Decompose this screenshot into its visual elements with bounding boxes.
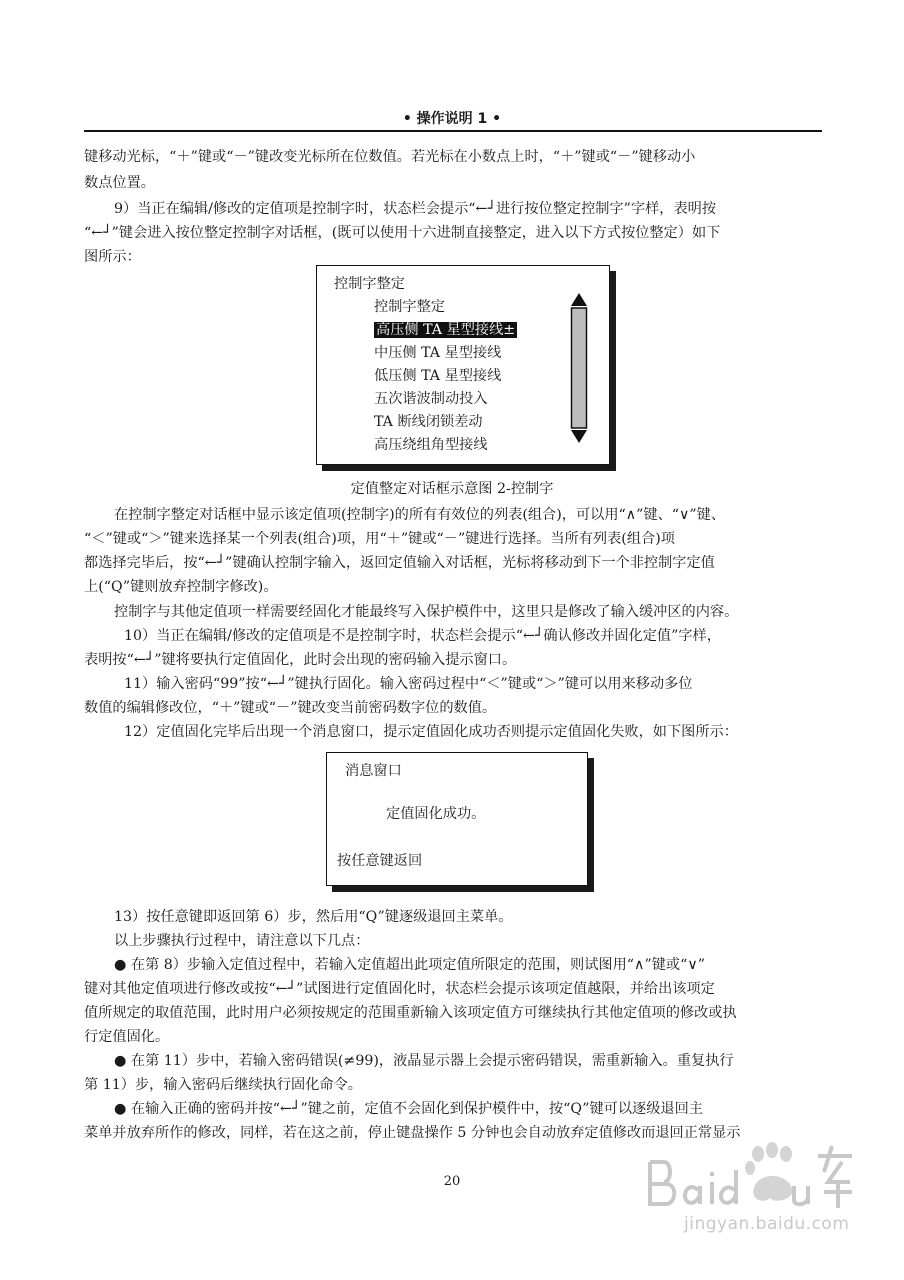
page-header: • 操作说明 1 •: [402, 111, 502, 127]
body-line: 数值的编辑修改位，“＋”键或“－”键改变当前密码数字位的数值。: [84, 700, 497, 716]
body-line: 值所规定的取值范围，此时用户必须按规定的范围重新输入该项定值方可继续执行其他定值项的修改或执: [84, 1005, 737, 1021]
message-text: 定值固化成功。: [386, 806, 486, 822]
scroll-down-arrow-icon: [571, 430, 587, 443]
dialog-list-item-selected[interactable]: [374, 320, 517, 340]
scroll-track: [572, 308, 587, 428]
body-line: 12）定值固化完毕后出现一个消息窗口，提示定值固化成功否则提示定值固化失败，如下图所示：: [124, 724, 738, 740]
watermark-url: jingyan.baidu.com: [684, 1214, 850, 1234]
body-line: 行定值固化。: [84, 1029, 170, 1045]
selected-item-label: 高压侧 TA 星型接线±: [376, 322, 516, 338]
body-line: 表明按“←┘”键将要执行定值固化，此时会出现的密码输入提示窗口。: [84, 652, 517, 668]
message-window-title: 消息窗口: [345, 763, 402, 779]
dialog-list-item[interactable]: 低压侧 TA 星型接线: [374, 368, 502, 384]
dialog-list-item[interactable]: 五次谐波制动投入: [374, 391, 488, 407]
dialog-title: 控制字整定: [334, 276, 405, 292]
body-line: 上(“Q”键则放弃控制字修改)。: [84, 579, 278, 595]
body-line: 第 11）步，输入密码后继续执行固化命令。: [84, 1077, 362, 1093]
body-line: 控制字与其他定值项一样需要经固化才能最终写入保护模件中，这里只是修改了输入缓冲区的内容。: [114, 604, 739, 620]
dialog-list-item[interactable]: TA 断线闭锁差动: [374, 414, 483, 430]
body-line: 都选择完毕后，按“←┘”键确认控制字输入，返回定值输入对话框，光标将移动到下一个非控制字定值: [84, 555, 715, 571]
page-number: 20: [443, 1174, 461, 1189]
figure-caption: 定值整定对话框示意图 2-控制字: [350, 481, 554, 497]
body-line: 在控制字整定对话框中显示该定值项(控制字)的所有有效位的列表(组合)，可以用“∧”键、“∨”键、: [114, 507, 726, 523]
dialog-list-item[interactable]: 控制字整定: [374, 299, 445, 315]
message-window: [326, 752, 588, 886]
body-line: “←┘”键会进入按位整定控制字对话框，(既可以使用十六进制直接整定，进入以下方式按位整定）如下: [84, 225, 721, 241]
dialog-list-item[interactable]: 高压绕组角型接线: [374, 437, 488, 453]
body-line: 13）按任意键即返回第 6）步，然后用“Q”键逐级退回主菜单。: [114, 909, 513, 925]
header-rule: [84, 130, 822, 132]
bullet-line: ● 在第 8）步输入定值过程中，若输入定值超出此项定值所限定的范围，则试图用“∧”键或“∨”: [114, 957, 705, 973]
bullet-line: ● 在输入正确的密码并按“←┘”键之前，定值不会固化到保护模件中，按“Q”键可以逐级退回主: [114, 1101, 703, 1117]
body-line: 键对其他定值项进行修改或按“←┘”试图进行定值固化时，状态栏会提示该项定值越限，并给出该项定: [84, 981, 715, 997]
body-line: 菜单并放弃所作的修改，同样，若在这之前，停止键盘操作 5 分钟也会自动放弃定值修改而退回正常显示: [84, 1125, 741, 1141]
bullet-line: ● 在第 11）步中，若输入密码错误(≠99)，液晶显示器上会提示密码错误，需重新输入。重复执行: [114, 1053, 734, 1069]
body-line: “＜”键或“＞”键来选择某一个列表(组合)项，用“＋”键或“－”键进行选择。当所有列表(组合)项: [84, 531, 675, 547]
body-line: 图所示：: [84, 249, 141, 265]
body-line: 11）输入密码“99”按“←┘”键执行固化。输入密码过程中“＜”键或“＞”键可以用来移动多位: [124, 676, 693, 692]
body-line: 9）当正在编辑/修改的定值项是控制字时，状态栏会提示“←┘进行按位整定控制字”字样，表明按: [114, 201, 717, 217]
scroll-up-arrow-icon: [571, 293, 587, 306]
press-any-key-hint: 按任意键返回: [337, 853, 423, 869]
body-line: 以上步骤执行过程中，请注意以下几点：: [114, 933, 370, 949]
body-line: 10）当正在编辑/修改的定值项是不是控制字时，状态栏会提示“←┘确认修改并固化定值”字样，: [124, 628, 721, 644]
scrollbar[interactable]: [570, 292, 588, 444]
body-line: 数点位置。: [84, 175, 155, 191]
control-word-dialog: [316, 265, 610, 465]
baidu-watermark-logo: [646, 1142, 856, 1214]
dialog-list-item[interactable]: 中压侧 TA 星型接线: [374, 345, 502, 361]
body-line: 键移动光标，“＋”键或“－”键改变光标所在位数值。若光标在小数点上时，“＋”键或“－”键移动小: [84, 149, 696, 165]
